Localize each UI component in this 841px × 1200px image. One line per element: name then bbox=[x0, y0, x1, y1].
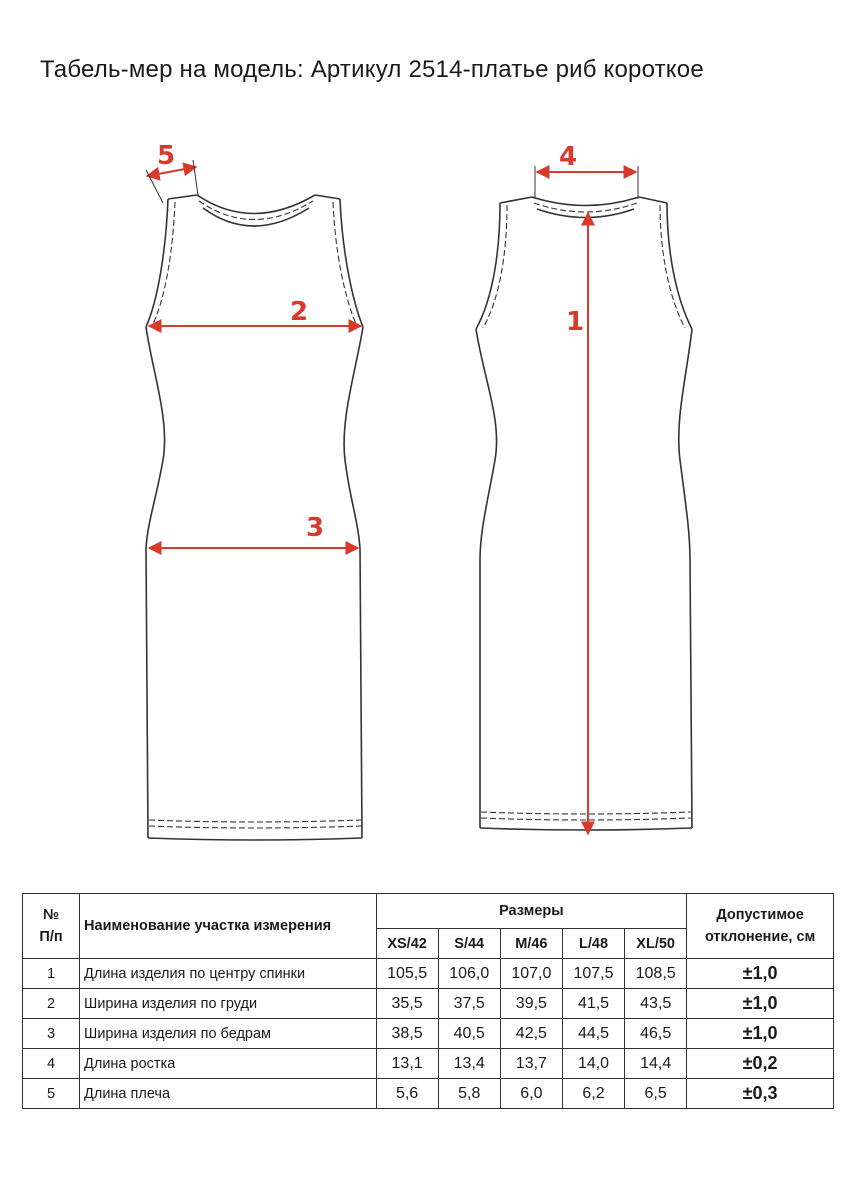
row-value: 43,5 bbox=[625, 989, 687, 1019]
dress-front-view bbox=[146, 195, 363, 840]
row-name: Ширина изделия по бедрам bbox=[80, 1019, 376, 1049]
row-number: 3 bbox=[23, 1019, 80, 1049]
row-value: 13,7 bbox=[500, 1049, 562, 1079]
header-number-line2: П/п bbox=[39, 929, 63, 945]
row-name: Ширина изделия по груди bbox=[80, 989, 376, 1019]
header-sizes-group: Размеры bbox=[376, 894, 687, 929]
row-value: 13,4 bbox=[438, 1049, 500, 1079]
row-value: 14,4 bbox=[625, 1049, 687, 1079]
measurement-table bbox=[22, 893, 834, 1109]
row-value: 44,5 bbox=[562, 1019, 624, 1049]
size-header: S/44 bbox=[438, 929, 500, 959]
measure-2-chest bbox=[149, 297, 361, 327]
row-value: 105,5 bbox=[376, 959, 438, 989]
row-value: 13,1 bbox=[376, 1049, 438, 1079]
table-row bbox=[23, 989, 834, 1019]
row-value: 37,5 bbox=[438, 989, 500, 1019]
row-name: Длина ростка bbox=[80, 1049, 376, 1079]
row-value: 41,5 bbox=[562, 989, 624, 1019]
row-value: 40,5 bbox=[438, 1019, 500, 1049]
row-value: 107,0 bbox=[500, 959, 562, 989]
page-title: Табель-мер на модель: Артикул 2514-платье риб короткое bbox=[40, 56, 704, 83]
size-header: XL/50 bbox=[625, 929, 687, 959]
row-tolerance: ±1,0 bbox=[687, 989, 834, 1019]
table-row bbox=[23, 959, 834, 989]
header-number-line1: № bbox=[42, 906, 60, 923]
header-tolerance bbox=[687, 894, 834, 959]
row-value: 39,5 bbox=[500, 989, 562, 1019]
row-value: 38,5 bbox=[376, 1019, 438, 1049]
row-number: 4 bbox=[23, 1049, 80, 1079]
row-tolerance: ±1,0 bbox=[687, 1019, 834, 1049]
table-row bbox=[23, 1049, 834, 1079]
marker-3-label: 3 bbox=[306, 513, 325, 543]
measure-5-shoulder bbox=[146, 141, 198, 203]
header-tolerance-line2: отклонение, см bbox=[704, 929, 816, 945]
marker-4-label: 4 bbox=[559, 142, 578, 172]
table-header-row bbox=[23, 894, 834, 929]
table-row bbox=[23, 1019, 834, 1049]
row-number: 5 bbox=[23, 1079, 80, 1109]
row-name: Длина изделия по центру спинки bbox=[80, 959, 376, 989]
row-value: 42,5 bbox=[500, 1019, 562, 1049]
measure-3-hips bbox=[149, 513, 358, 548]
size-header: M/46 bbox=[500, 929, 562, 959]
size-header: L/48 bbox=[562, 929, 624, 959]
marker-1-label: 1 bbox=[566, 307, 585, 337]
row-value: 6,2 bbox=[562, 1079, 624, 1109]
row-value: 6,5 bbox=[625, 1079, 687, 1109]
row-value: 5,8 bbox=[438, 1079, 500, 1109]
marker-2-label: 2 bbox=[290, 297, 309, 327]
measure-4-neck bbox=[535, 142, 638, 199]
row-value: 35,5 bbox=[376, 989, 438, 1019]
row-name: Длина плеча bbox=[80, 1079, 376, 1109]
measure-1-length bbox=[566, 213, 588, 834]
header-name: Наименование участка измерения bbox=[80, 894, 376, 959]
row-value: 106,0 bbox=[438, 959, 500, 989]
row-value: 14,0 bbox=[562, 1049, 624, 1079]
row-value: 46,5 bbox=[625, 1019, 687, 1049]
row-tolerance: ±0,3 bbox=[687, 1079, 834, 1109]
table-row bbox=[23, 1079, 834, 1109]
dress-back-view bbox=[476, 197, 692, 830]
row-number: 1 bbox=[23, 959, 80, 989]
row-tolerance: ±1,0 bbox=[687, 959, 834, 989]
row-value: 107,5 bbox=[562, 959, 624, 989]
row-value: 5,6 bbox=[376, 1079, 438, 1109]
header-number bbox=[23, 894, 80, 959]
row-value: 6,0 bbox=[500, 1079, 562, 1109]
marker-5-label: 5 bbox=[157, 141, 176, 171]
size-header: XS/42 bbox=[376, 929, 438, 959]
row-number: 2 bbox=[23, 989, 80, 1019]
header-tolerance-line1: Допустимое bbox=[716, 906, 804, 923]
row-tolerance: ±0,2 bbox=[687, 1049, 834, 1079]
row-value: 108,5 bbox=[625, 959, 687, 989]
